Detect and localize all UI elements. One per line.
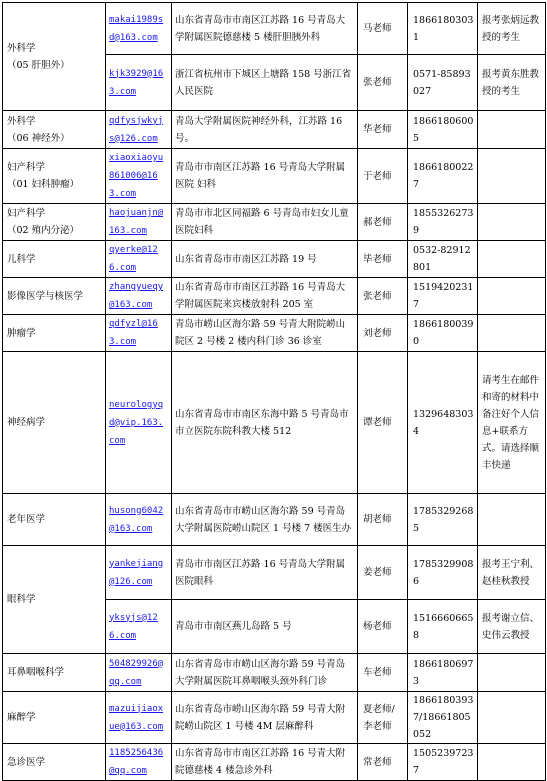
department-cell: 眼科学 (3, 546, 106, 654)
address-cell: 青岛大学附属医院神经外科，江苏路 16 号。 (172, 111, 358, 149)
note-cell (478, 204, 546, 241)
email-cell[interactable] (106, 494, 172, 546)
contact-cell: 胡老师 (358, 494, 408, 546)
address-cell: 山东省青岛市市南区江苏路 16 号青岛大学附属医院来宾楼放射科 205 室 (172, 278, 358, 315)
email-link[interactable]: neurologyqd@vip.163.com (109, 399, 164, 446)
phone-cell: 18553262739 (408, 204, 478, 241)
table-row (3, 494, 546, 546)
contact-table (2, 2, 546, 781)
note-cell: 报考黄东胜教授的考生 (478, 55, 546, 111)
department-cell: 麻醉学 (3, 692, 106, 744)
email-cell[interactable] (106, 278, 172, 315)
email-link[interactable]: xiaoxiaoyu861006@163.com (109, 153, 164, 199)
address-cell: 青岛市市南区江苏路 16 号青岛大学附属医院眼科 (172, 546, 358, 600)
table-row (3, 692, 546, 744)
phone-cell: 18661803031 (408, 3, 478, 55)
phone-cell: 18661806973 (408, 654, 478, 692)
email-link[interactable]: husong6042@163.com (109, 505, 164, 534)
address-cell: 山东省青岛市市南区江苏路 16 号青岛大学附属医院德慈楼 5 楼肝胆胰外科 (172, 3, 358, 55)
table-row (3, 204, 546, 241)
table-row (3, 315, 546, 352)
table-row (3, 352, 546, 494)
contact-cell: 刘老师 (358, 315, 408, 352)
phone-cell: 13296483034 (408, 352, 478, 494)
email-link[interactable]: yankejiang@126.com (109, 558, 164, 587)
table-row (3, 654, 546, 692)
department-cell: 影像医学与核医学 (3, 278, 106, 315)
address-cell: 山东省青岛市市南区江苏路 19 号 (172, 241, 358, 278)
address-cell: 山东省青岛市市崂山区海尔路 59 号青岛大学附属医院崂山院区 1 号楼 7 楼医生办 (172, 494, 358, 546)
department-cell: 外科学 （06 神经外） (3, 111, 106, 149)
contact-cell: 毕老师 (358, 241, 408, 278)
note-cell: 报考王宁利、赵桂秋教授 (478, 546, 546, 600)
phone-cell: 15052397237 (408, 744, 478, 781)
email-link[interactable]: zhangyueqy@163.com (109, 282, 164, 310)
email-link[interactable]: qdfyzl@163.com (109, 319, 158, 347)
contact-cell: 张老师 (358, 278, 408, 315)
note-cell (478, 654, 546, 692)
email-link[interactable]: makai1989sd@163.com (109, 14, 164, 43)
phone-cell: 18661800227 (408, 149, 478, 204)
note-cell (478, 111, 546, 149)
note-cell (478, 494, 546, 546)
note-cell: 报考谢立信、史伟云教授 (478, 600, 546, 654)
phone-cell: 15194202317 (408, 278, 478, 315)
phone-cell: 17853299086 (408, 546, 478, 600)
email-cell[interactable] (106, 149, 172, 204)
address-cell: 山东省青岛市市崂山区海尔路 59 号青岛大学附属医院耳鼻咽喉头颈外科门诊 (172, 654, 358, 692)
email-link[interactable]: qdfysjwkyjs@126.com (109, 115, 164, 144)
note-cell (478, 692, 546, 744)
table-row (3, 111, 546, 149)
email-cell[interactable] (106, 3, 172, 55)
address-cell: 青岛市市南区江苏路 16 号青岛大学附属医院 妇科 (172, 149, 358, 204)
phone-cell: 18661803937/18661805052 (408, 692, 478, 744)
contact-cell: 夏老师/李老师 (358, 692, 408, 744)
department-cell: 儿科学 (3, 241, 106, 278)
email-cell[interactable] (106, 204, 172, 241)
table-row (3, 3, 546, 55)
note-cell (478, 241, 546, 278)
phone-cell: 17853292685 (408, 494, 478, 546)
email-cell[interactable] (106, 600, 172, 654)
contact-cell: 姜老师 (358, 546, 408, 600)
department-cell: 急诊医学 (3, 744, 106, 781)
note-cell (478, 278, 546, 315)
note-cell: 请考生在邮件和寄的材料中备注好个人信息+联系方式。请选择顺丰快递 (478, 352, 546, 494)
phone-cell: 18661806005 (408, 111, 478, 149)
contact-cell: 郝老师 (358, 204, 408, 241)
table-row (3, 278, 546, 315)
address-cell: 山东省青岛市市南区东海中路 5 号青岛市市立医院东院科教大楼 512 (172, 352, 358, 494)
address-cell: 青岛市市南区燕儿岛路 5 号 (172, 600, 358, 654)
phone-cell: 15166606658 (408, 600, 478, 654)
contact-cell: 杨老师 (358, 600, 408, 654)
address-cell: 山东省青岛市崂山区海尔路 59 号青大附院崂山院区 1 号楼 4M 层麻醉科 (172, 692, 358, 744)
phone-cell: 0571-85893027 (408, 55, 478, 111)
email-link[interactable]: haojuanjn@163.com (109, 208, 164, 236)
note-cell (478, 744, 546, 781)
contact-cell: 常老师 (358, 744, 408, 781)
department-cell: 耳鼻咽喉科学 (3, 654, 106, 692)
department-cell: 肿瘤学 (3, 315, 106, 352)
contact-cell: 华老师 (358, 111, 408, 149)
contact-cell: 马老师 (358, 3, 408, 55)
email-cell[interactable] (106, 315, 172, 352)
email-cell[interactable] (106, 241, 172, 278)
email-cell[interactable] (106, 111, 172, 149)
address-cell: 山东省青岛市市南区江苏路 16 号青大附院德慈楼 4 楼急诊外科 (172, 744, 358, 781)
email-link[interactable]: qyerke@126.com (109, 245, 158, 273)
department-cell: 妇产科学 （02 殖内分泌） (3, 204, 106, 241)
note-cell (478, 149, 546, 204)
address-cell: 青岛市市北区同福路 6 号青岛市妇女儿童医院妇科 (172, 204, 358, 241)
department-cell: 外科学 （05 肝胆外） (3, 3, 106, 111)
department-cell: 老年医学 (3, 494, 106, 546)
contact-cell: 于老师 (358, 149, 408, 204)
table-row (3, 546, 546, 600)
email-cell[interactable] (106, 744, 172, 781)
phone-cell: 18661800390 (408, 315, 478, 352)
table-row (3, 744, 546, 781)
phone-cell: 0532-82912801 (408, 241, 478, 278)
address-cell: 浙江省杭州市下城区上塘路 158 号浙江省人民医院 (172, 55, 358, 111)
department-cell: 妇产科学 （01 妇科肿瘤） (3, 149, 106, 204)
email-link[interactable]: yksyjs@126.com (109, 612, 158, 641)
email-cell[interactable] (106, 352, 172, 494)
contact-cell: 车老师 (358, 654, 408, 692)
email-link[interactable]: mazuijiaoxue@163.com (109, 703, 164, 732)
address-cell: 青岛市崂山区海尔路 59 号青大附院崂山院区 2 号楼 2 楼内科门诊 36 诊室 (172, 315, 358, 352)
contact-cell: 张老师 (358, 55, 408, 111)
table-row (3, 241, 546, 278)
email-cell[interactable] (106, 654, 172, 692)
department-cell: 神经病学 (3, 352, 106, 494)
email-cell[interactable] (106, 546, 172, 600)
table-row (3, 149, 546, 204)
email-cell[interactable] (106, 692, 172, 744)
note-cell: 报考张炳远教授的考生 (478, 3, 546, 55)
email-link[interactable]: 1185256436@qq.com (109, 748, 164, 776)
note-cell (478, 315, 546, 352)
contact-cell: 谭老师 (358, 352, 408, 494)
email-link[interactable]: 504829926@qq.com (109, 658, 164, 687)
email-cell[interactable] (106, 55, 172, 111)
email-link[interactable]: kjk3929@163.com (109, 68, 164, 97)
